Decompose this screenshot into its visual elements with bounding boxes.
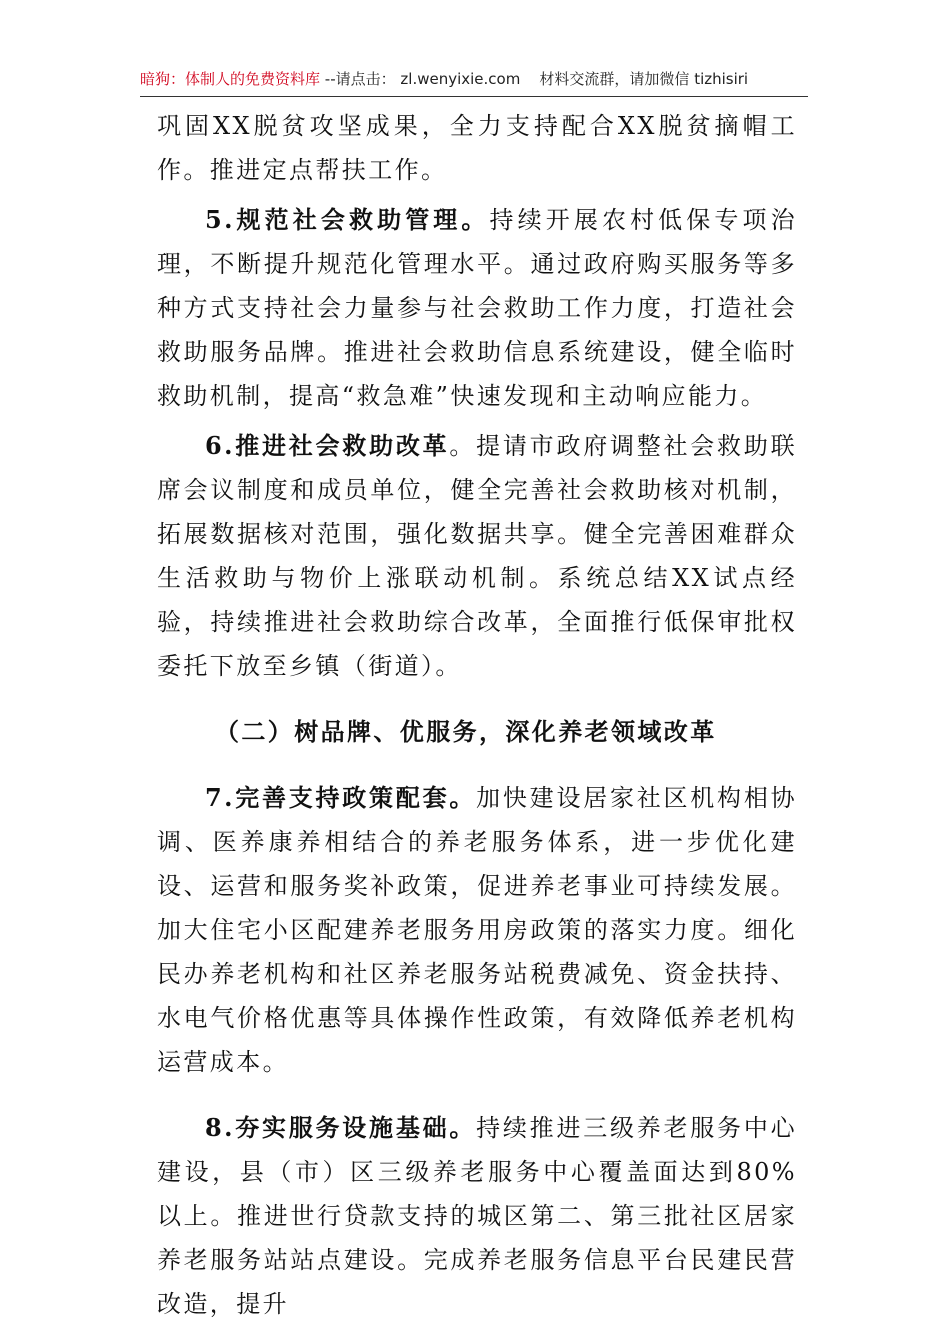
paragraph-8-title: 8.夯实服务设施基础。 — [205, 1113, 477, 1142]
paragraph-6-body: 。提请市政府调整社会救助联席会议制度和成员单位，健全完善社会救助核对机制，拓展数据核对范围，强化数据共享。健全完善困难群众生活救助与物价上涨联动机制。系统总结XX试点经验，持续推进社会救助综合改革，全面推行低保审批权委托下放至乡镇（街道）。 — [157, 432, 797, 680]
header-click-prompt: --请点击： — [324, 70, 396, 88]
paragraph-8-body: 持续推进三级养老服务中心建设，县（市）区三级养老服务中心覆盖面达到80%以上。推进世行贷款支持的城区第二、第三批社区居家养老服务站站点建设。完成养老服务信息平台民建民营改造，提升 — [157, 1114, 797, 1318]
paragraph-7-title: 7.完善支持政策配套。 — [205, 783, 477, 812]
header-url-link[interactable]: zl.wenyixie.com — [400, 70, 521, 88]
paragraph-continuation: 巩固XX脱贫攻坚成果，全力支持配合XX脱贫摘帽工作。推进定点帮扶工作。 — [157, 112, 797, 184]
paragraph-7 — [157, 776, 797, 1084]
paragraph-6 — [157, 424, 797, 688]
paragraph-5-title: 5.规范社会救助管理。 — [205, 205, 490, 234]
header-brand: 暗狗：体制人的免费资料库 — [140, 70, 321, 88]
paragraph-6-title: 6.推进社会救助改革 — [205, 431, 450, 460]
page-header — [140, 64, 808, 94]
paragraph-8 — [157, 1106, 797, 1326]
document-body — [157, 104, 797, 1326]
paragraph-5-body: 持续开展农村低保专项治理，不断提升规范化管理水平。通过政府购买服务等多种方式支持社会力量参与社会救助工作力度，打造社会救助服务品牌。推进社会救助信息系统建设，健全临时救助机制，提高“救急难”快速发现和主动响应能力。 — [157, 206, 797, 410]
section-heading-2: （二）树品牌、优服务，深化养老领域改革 — [215, 717, 717, 746]
header-divider — [140, 96, 808, 97]
paragraph-7-body: 加快建设居家社区机构相协调、医养康养相结合的养老服务体系，进一步优化建设、运营和服务奖补政策，促进养老事业可持续发展。加大住宅小区配建养老服务用房政策的落实力度。细化民办养老机构和社区养老服务站税费减免、资金扶持、水电气价格优惠等具体操作性政策，有效降低养老机构运营成本。 — [157, 784, 797, 1076]
header-wechat-note: 材料交流群，请加微信 tizhisiri — [539, 70, 749, 88]
paragraph-5 — [157, 198, 797, 418]
